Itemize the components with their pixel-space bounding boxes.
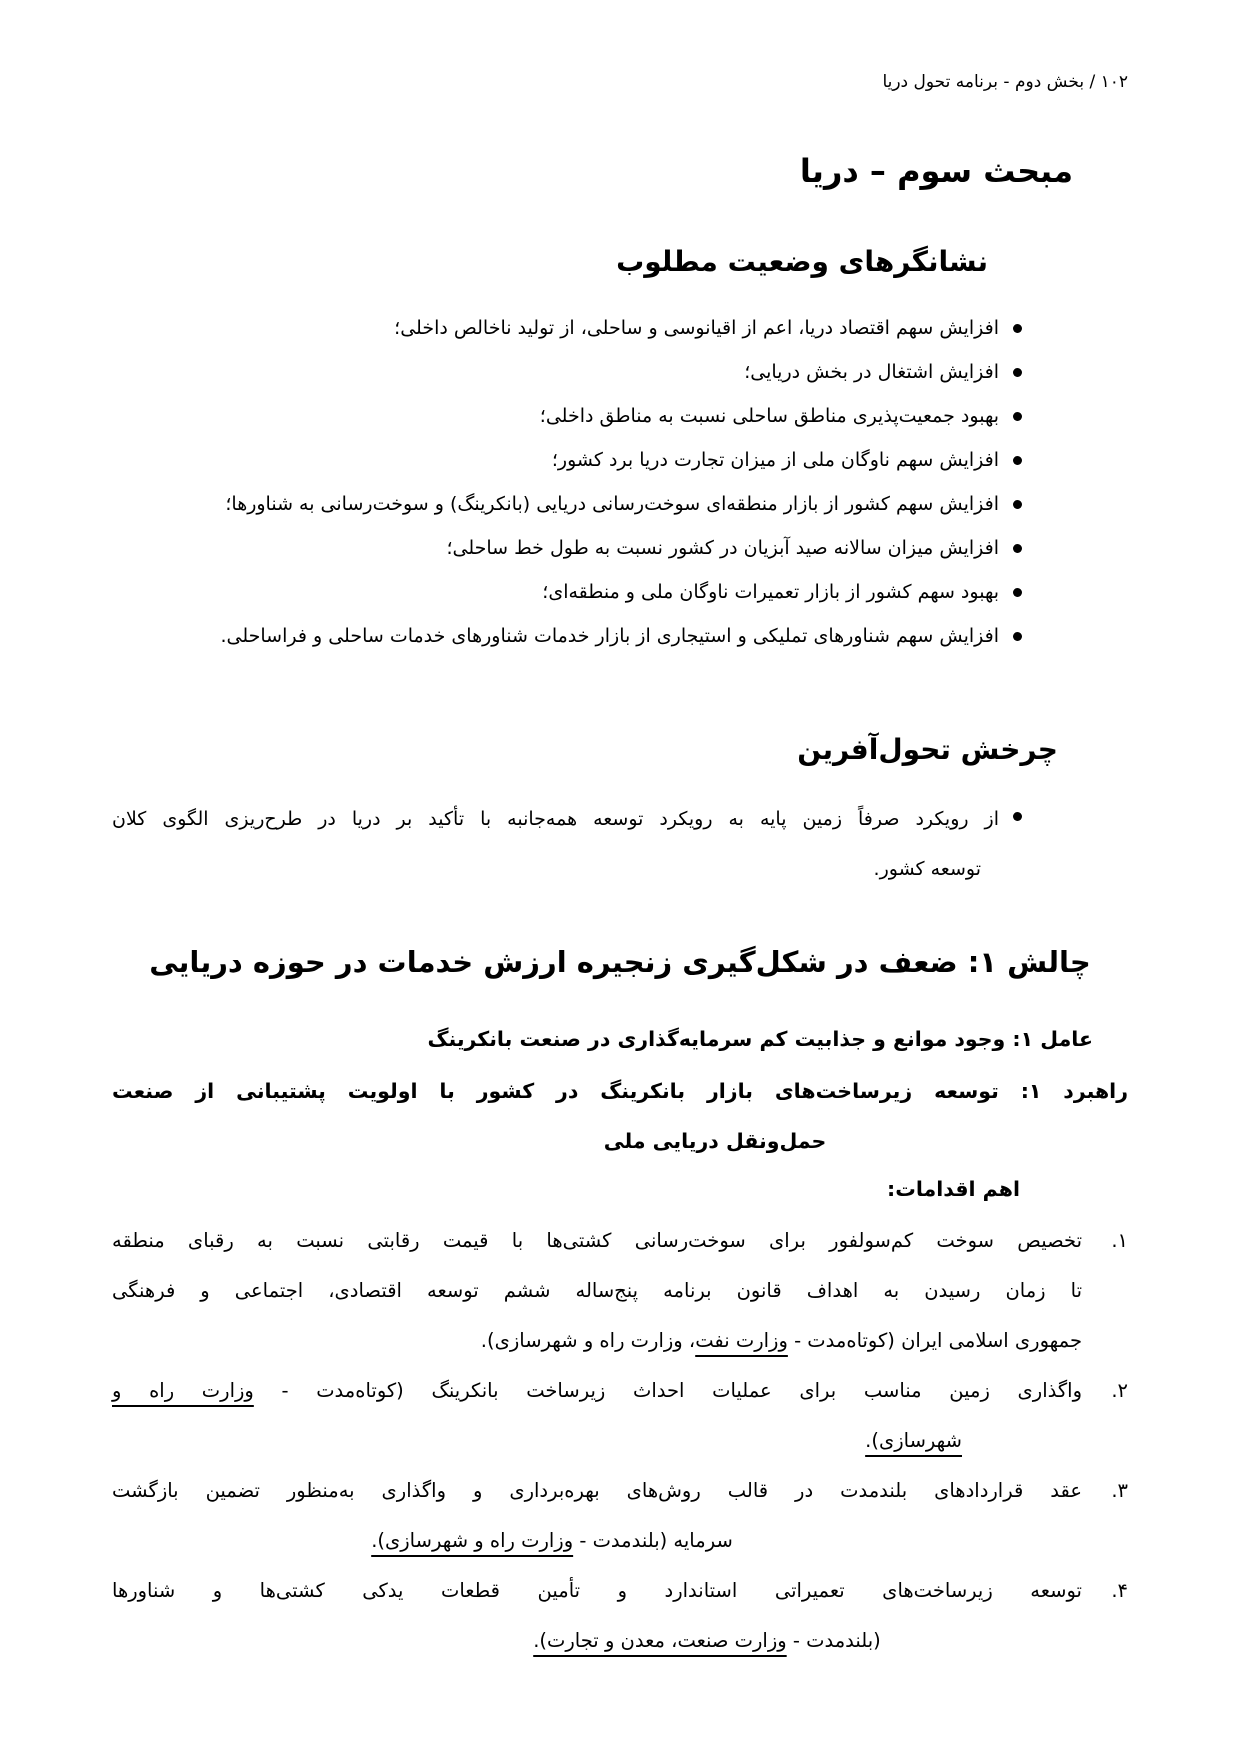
bullet-icon bbox=[1013, 324, 1022, 333]
underlined-text: وزارت راه و شهرسازی). bbox=[371, 1529, 574, 1552]
bullet-text: بهبود سهم کشور از بازار تعمیرات ناوگان ملی و منطقه‌ای؛ bbox=[542, 581, 999, 603]
text-segment: (بلندمدت - bbox=[786, 1629, 881, 1652]
bullet-icon bbox=[1013, 456, 1022, 465]
underlined-text: وزارت راه و bbox=[112, 1379, 254, 1402]
challenge-heading: چالش ۱: ضعف در شکل‌گیری زنجیره ارزش خدمات در حوزه دریایی bbox=[149, 945, 1091, 979]
action-line bbox=[112, 1366, 1082, 1416]
bullet-item bbox=[112, 394, 1022, 438]
section-heading-pivot: چرخش تحول‌آفرین bbox=[797, 733, 1058, 766]
text-segment: واگذاری زمین مناسب برای عملیات احداث زیرساخت بانکرینگ (کوتاه‌مدت - bbox=[253, 1379, 1082, 1402]
bullet-icon bbox=[1013, 500, 1022, 509]
bullet-icon bbox=[1013, 412, 1022, 421]
action-number: ۱. bbox=[1111, 1229, 1128, 1252]
bullet-text: افزایش سهم کشور از بازار منطقه‌ای سوخت‌رسانی دریایی (بانکرینگ) و سوخت‌رسانی به شناورها؛ bbox=[225, 493, 999, 515]
action-line bbox=[112, 1216, 1082, 1266]
text-segment: تخصیص سوخت کم‌سولفور برای سوخت‌رسانی کشتی‌ها با قیمت رقابتی نسبت به رقبای منطقه bbox=[112, 1229, 1082, 1252]
action-body bbox=[112, 1566, 1082, 1666]
action-item bbox=[112, 1566, 1128, 1666]
action-item bbox=[112, 1366, 1128, 1466]
text-segment: تا زمان رسیدن به اهداف قانون برنامه پنج‌ساله ششم توسعه اقتصادی، اجتماعی و فرهنگی bbox=[112, 1279, 1082, 1302]
action-body bbox=[112, 1466, 1082, 1566]
bullet-icon bbox=[1013, 632, 1022, 641]
bullet-text: افزایش میزان سالانه صید آبزیان در کشور نسبت به طول خط ساحلی؛ bbox=[446, 537, 999, 559]
bullet-icon bbox=[1013, 368, 1022, 377]
bullet-item bbox=[112, 306, 1022, 350]
bullet-text-line: توسعه کشور. bbox=[873, 858, 981, 880]
action-body bbox=[112, 1216, 1082, 1366]
page-header: ۱۰۲ / بخش دوم - برنامه تحول دریا bbox=[882, 72, 1128, 92]
text-segment: ، وزارت راه و شهرسازی). bbox=[480, 1329, 696, 1352]
text-segment: سرمایه (بلندمدت - bbox=[573, 1529, 733, 1552]
indicators-bullet-list bbox=[112, 306, 1128, 658]
action-number: ۴. bbox=[1111, 1579, 1128, 1602]
text-segment: جمهوری اسلامی ایران (کوتاه‌مدت - bbox=[787, 1329, 1082, 1352]
bullet-item bbox=[112, 482, 1022, 526]
actions-list bbox=[112, 1216, 1128, 1666]
underlined-text: شهرسازی). bbox=[865, 1429, 962, 1452]
actions-label: اهم اقدامات: bbox=[887, 1177, 1020, 1201]
bullet-icon bbox=[1013, 544, 1022, 553]
action-line bbox=[112, 1266, 1082, 1316]
bullet-text: افزایش اشتغال در بخش دریایی؛ bbox=[744, 361, 999, 383]
strategy-line-2: حمل‌ونقل دریایی ملی bbox=[603, 1129, 827, 1153]
bullet-item bbox=[112, 614, 1022, 658]
text-segment: عقد قراردادهای بلندمدت در قالب روش‌های بهره‌برداری و واگذاری به‌منظور تضمین بازگشت bbox=[112, 1479, 1082, 1502]
action-number: ۳. bbox=[1111, 1479, 1128, 1502]
underlined-text: وزارت صنعت، معدن و تجارت). bbox=[533, 1629, 787, 1652]
bullet-icon bbox=[1013, 588, 1022, 597]
action-line bbox=[112, 1416, 962, 1466]
bullet-item bbox=[112, 570, 1022, 614]
bullet-item bbox=[112, 794, 1022, 894]
action-line bbox=[112, 1566, 1082, 1616]
pivot-bullet-list bbox=[112, 794, 1128, 894]
bullet-icon bbox=[1013, 812, 1022, 821]
strategy-line-1: راهبرد ۱: توسعه زیرساخت‌های بازار بانکرینگ در کشور با اولویت پشتیبانی از صنعت bbox=[112, 1079, 1128, 1103]
page-title: مبحث سوم – دریا bbox=[799, 152, 1073, 190]
bullet-item bbox=[112, 350, 1022, 394]
bullet-text bbox=[112, 794, 999, 894]
bullet-item bbox=[112, 438, 1022, 482]
bullet-text-line: از رویکرد صرفاً زمین پایه به رویکرد توسعه همه‌جانبه با تأکید بر دریا در طرح‌ریزی الگوی کلان bbox=[112, 808, 999, 830]
action-line bbox=[112, 1466, 1082, 1516]
bullet-text: بهبود جمعیت‌پذیری مناطق ساحلی نسبت به مناطق داخلی؛ bbox=[539, 405, 999, 427]
bullet-text: افزایش سهم اقتصاد دریا، اعم از اقیانوسی و ساحلی، از تولید ناخالص داخلی؛ bbox=[394, 317, 999, 339]
action-item bbox=[112, 1466, 1128, 1566]
action-number: ۲. bbox=[1111, 1379, 1128, 1402]
action-line bbox=[112, 1316, 1082, 1366]
action-body bbox=[112, 1366, 1082, 1466]
action-line bbox=[67, 1516, 1037, 1566]
bullet-text: افزایش سهم شناورهای تملیکی و استیجاری از بازار خدمات شناورهای خدمات ساحلی و فراساحلی. bbox=[220, 625, 999, 647]
action-line bbox=[222, 1616, 1192, 1666]
section-heading-indicators: نشانگرهای وضعیت مطلوب bbox=[616, 245, 988, 278]
underlined-text: وزارت نفت bbox=[695, 1329, 788, 1352]
action-item bbox=[112, 1216, 1128, 1366]
factor-line: عامل ۱: وجود موانع و جذابیت کم سرمایه‌گذاری در صنعت بانکرینگ bbox=[427, 1027, 1093, 1051]
bullet-item bbox=[112, 526, 1022, 570]
bullet-text: افزایش سهم ناوگان ملی از میزان تجارت دریا برد کشور؛ bbox=[551, 449, 999, 471]
text-segment: توسعه زیرساخت‌های تعمیراتی استاندارد و تأمین قطعات یدکی کشتی‌ها و شناورها bbox=[112, 1579, 1082, 1602]
